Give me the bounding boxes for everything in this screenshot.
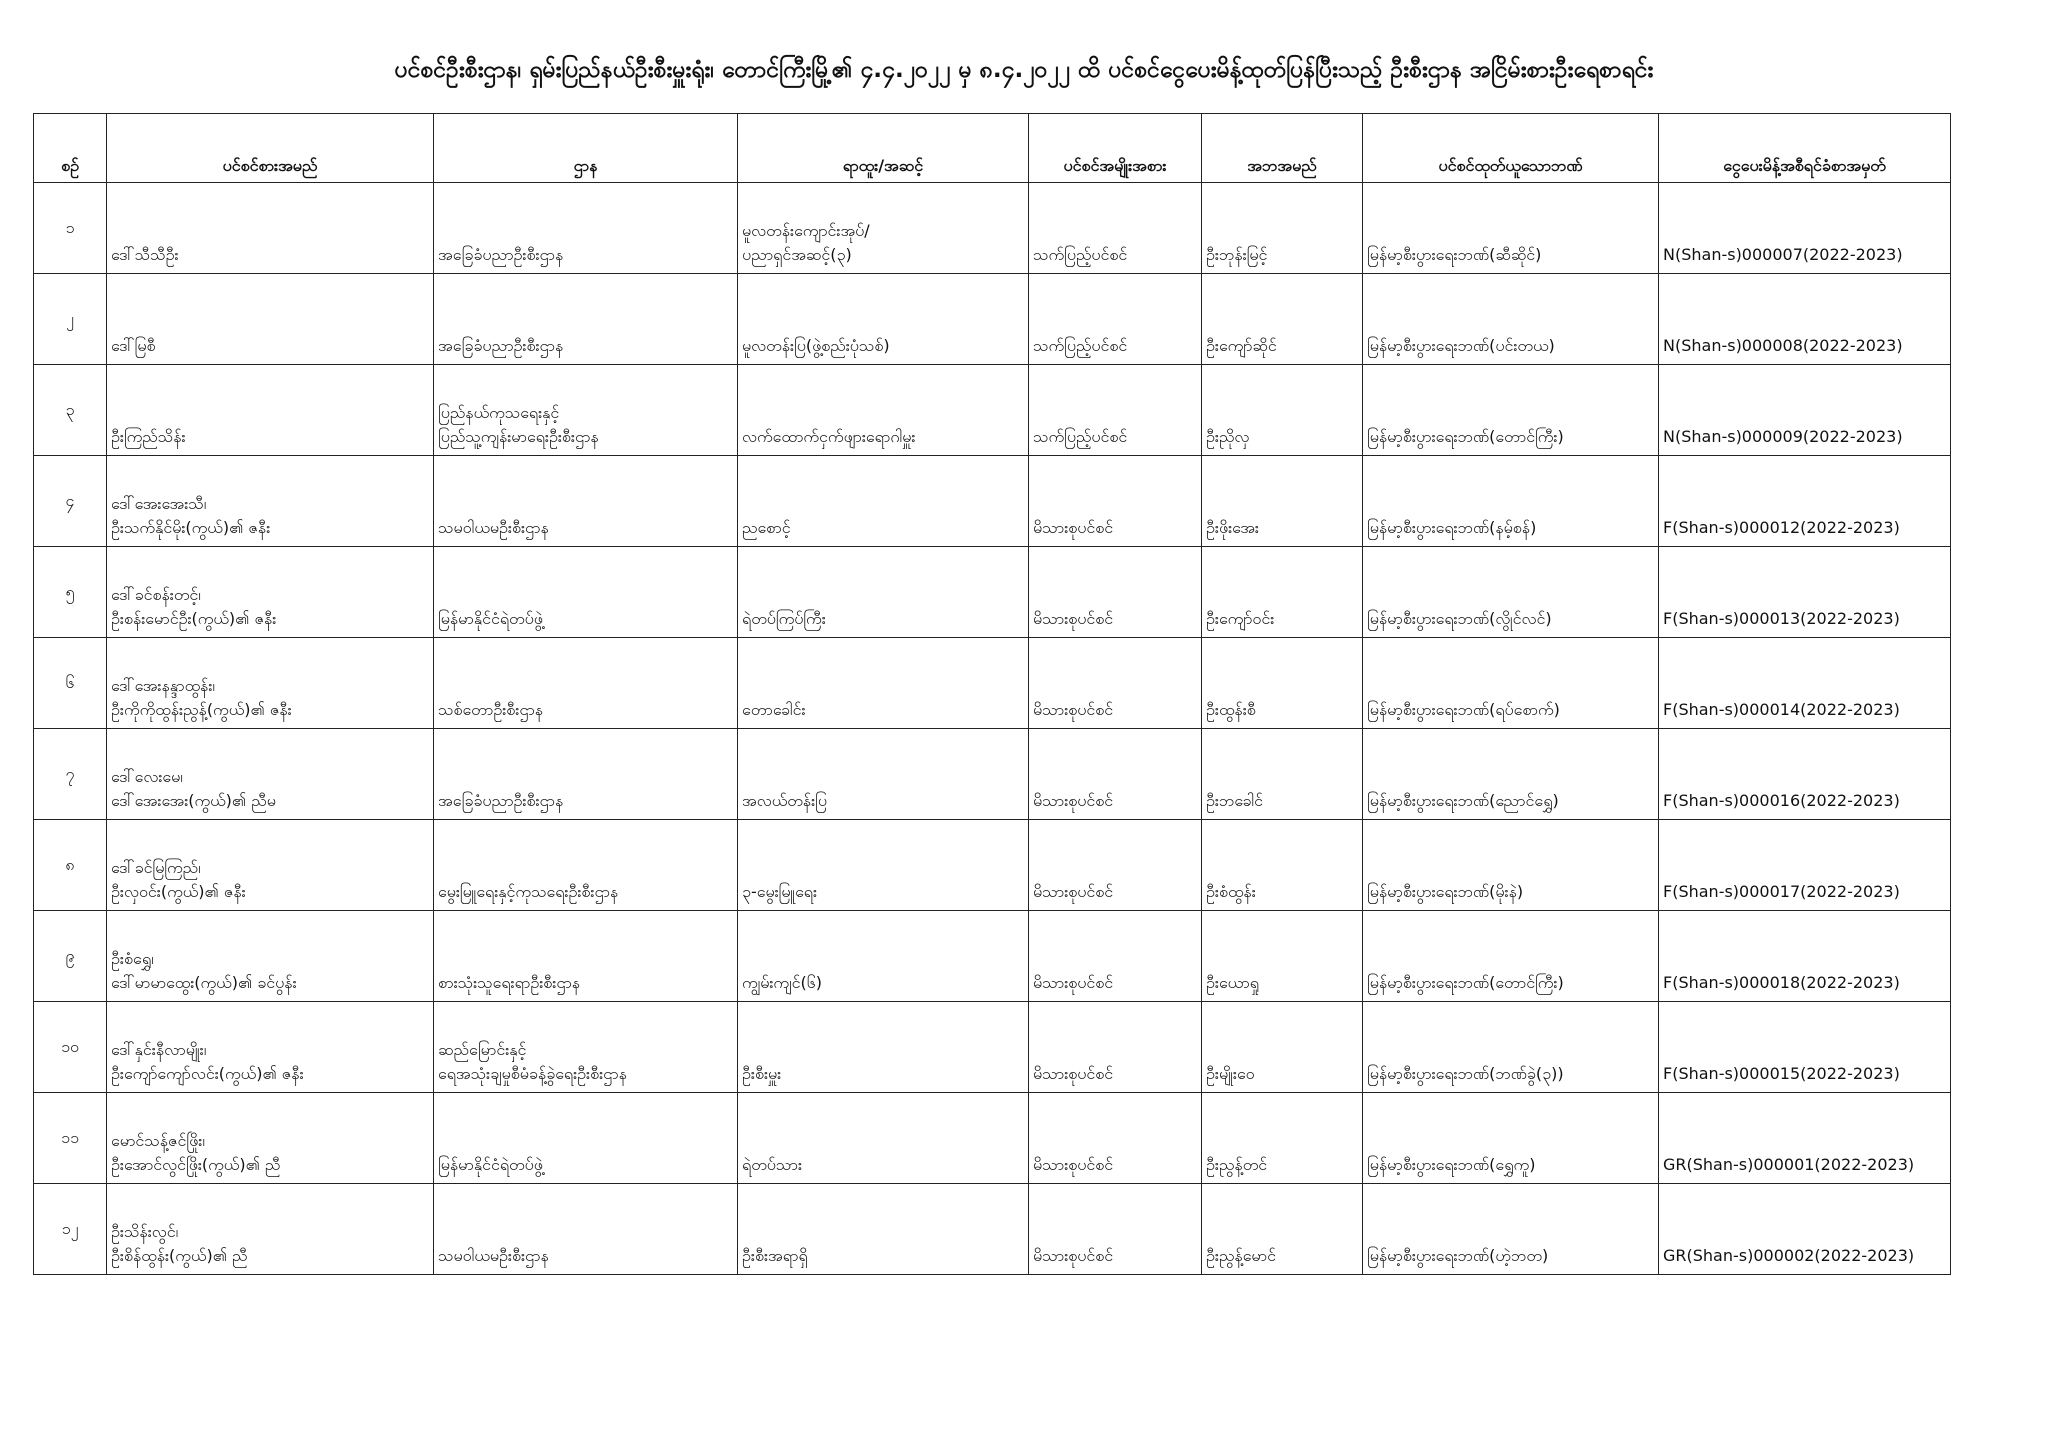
cell-pensioner-name xyxy=(107,729,434,820)
cell-department-line: အခြေခံပညာဦးစီးဌာန xyxy=(438,336,564,355)
table-row xyxy=(34,456,1951,547)
cell-pension-type: သက်ပြည့်ပင်စင် xyxy=(1029,183,1202,274)
cell-pensioner-name-line: မောင်သန့်ဇင်ဖြိုး၊ xyxy=(111,1131,205,1150)
cell-pensioner-name-line: ဦးစိန်ထွန်း(ကွယ်)၏ ညီ xyxy=(111,1246,248,1265)
table-row xyxy=(34,1184,1951,1275)
cell-department-line: မွေးမြူရေးနှင့်ကုသရေးဦးစီးဌာန xyxy=(438,882,619,901)
cell-payment-order-no: F(Shan-s)000016(2022-2023) xyxy=(1659,729,1951,820)
header-serial-no: စဉ် xyxy=(34,114,107,183)
cell-serial-no: ၄ xyxy=(34,456,107,547)
cell-department-line: မြန်မာနိုင်ငံရဲတပ်ဖွဲ့ xyxy=(438,609,543,628)
cell-department xyxy=(434,456,738,547)
cell-payment-order-no: F(Shan-s)000014(2022-2023) xyxy=(1659,638,1951,729)
cell-department-line: အခြေခံပညာဦးစီးဌာန xyxy=(438,791,564,810)
cell-rank xyxy=(738,729,1029,820)
cell-pension-type: သက်ပြည့်ပင်စင် xyxy=(1029,274,1202,365)
cell-pensioner-name-line: ဦးစံရွှေ၊ xyxy=(111,949,154,968)
cell-department xyxy=(434,547,738,638)
cell-bank: မြန်မာ့စီးပွားရေးဘဏ်(ပင်းတယ) xyxy=(1363,274,1659,365)
cell-pension-type: သက်ပြည့်ပင်စင် xyxy=(1029,365,1202,456)
cell-father-name: ဦးကျော်ဆိုင် xyxy=(1202,274,1363,365)
cell-serial-no: ၁ xyxy=(34,183,107,274)
cell-rank-line: ကျွမ်းကျင်(၆) xyxy=(742,973,822,992)
cell-pensioner-name-line: ဒေါ်မာမာထွေး(ကွယ်)၏ ခင်ပွန်း xyxy=(111,973,297,992)
cell-pensioner-name-line: ဦးသက်နိုင်မိုး(ကွယ်)၏ ဇနီး xyxy=(111,518,271,537)
cell-bank: မြန်မာ့စီးပွားရေးဘဏ်(ရွှေကူ) xyxy=(1363,1093,1659,1184)
cell-payment-order-no: F(Shan-s)000018(2022-2023) xyxy=(1659,911,1951,1002)
cell-father-name: ဦးဖိုးအေး xyxy=(1202,456,1363,547)
cell-department-line: သစ်တောဦးစီးဌာန xyxy=(438,700,544,719)
cell-payment-order-no: N(Shan-s)000007(2022-2023) xyxy=(1659,183,1951,274)
cell-department-line: ဆည်မြောင်းနှင့် xyxy=(438,1040,527,1059)
cell-rank-line: မူလတန်းပြ(ဖွဲ့စည်းပုံသစ်) xyxy=(742,336,890,355)
table-row xyxy=(34,274,1951,365)
cell-pensioner-name xyxy=(107,365,434,456)
cell-serial-no: ၁၀ xyxy=(34,1002,107,1093)
cell-rank-line: ရဲတပ်ကြပ်ကြီး xyxy=(742,609,826,628)
cell-pension-type: မိသားစုပင်စင် xyxy=(1029,911,1202,1002)
cell-pension-type: မိသားစုပင်စင် xyxy=(1029,638,1202,729)
header-father-name: အဘအမည် xyxy=(1202,114,1363,183)
header-bank: ပင်စင်ထုတ်ယူသောဘဏ် xyxy=(1363,114,1659,183)
cell-pensioner-name-line: ဒေါ်မြစီ xyxy=(111,336,156,355)
cell-father-name: ဦးဘခေါင် xyxy=(1202,729,1363,820)
cell-serial-no: ၆ xyxy=(34,638,107,729)
cell-pensioner-name xyxy=(107,183,434,274)
cell-pensioner-name-line: ဦးလှဝင်း(ကွယ်)၏ ဇနီး xyxy=(111,882,246,901)
cell-pensioner-name xyxy=(107,911,434,1002)
cell-pensioner-name-line: ဦးအောင်လွင်ဖြိုး(ကွယ်)၏ ညီ xyxy=(111,1155,281,1174)
cell-department xyxy=(434,1002,738,1093)
table-row xyxy=(34,183,1951,274)
cell-department xyxy=(434,365,738,456)
cell-serial-no: ၈ xyxy=(34,820,107,911)
cell-department-line: သမဝါယမဦးစီးဌာန xyxy=(438,1246,549,1265)
cell-serial-no: ၅ xyxy=(34,547,107,638)
cell-pensioner-name xyxy=(107,1002,434,1093)
cell-pensioner-name-line: ဦးစန်းမောင်ဦး(ကွယ်)၏ ဇနီး xyxy=(111,609,277,628)
header-payment-order-no: ငွေပေးမိန့်အစီရင်ခံစာအမှတ် xyxy=(1659,114,1951,183)
cell-department xyxy=(434,729,738,820)
cell-department xyxy=(434,183,738,274)
cell-pension-type: မိသားစုပင်စင် xyxy=(1029,1002,1202,1093)
cell-payment-order-no: GR(Shan-s)000002(2022-2023) xyxy=(1659,1184,1951,1275)
cell-pensioner-name-line: ဒေါ်သီသီဦး xyxy=(111,245,179,264)
header-department: ဌာန xyxy=(434,114,738,183)
cell-rank-line: မူလတန်းကျောင်းအုပ်/ xyxy=(742,221,870,240)
cell-bank: မြန်မာ့စီးပွားရေးဘဏ်(တောင်ကြီး) xyxy=(1363,365,1659,456)
cell-pension-type: မိသားစုပင်စင် xyxy=(1029,820,1202,911)
cell-bank: မြန်မာ့စီးပွားရေးဘဏ်(ရပ်စောက်) xyxy=(1363,638,1659,729)
cell-bank: မြန်မာ့စီးပွားရေးဘဏ်(လွိုင်လင်) xyxy=(1363,547,1659,638)
cell-pensioner-name xyxy=(107,456,434,547)
cell-department-line: စားသုံးသူရေးရာဦးစီးဌာန xyxy=(438,973,581,992)
table-row xyxy=(34,1093,1951,1184)
cell-payment-order-no: F(Shan-s)000017(2022-2023) xyxy=(1659,820,1951,911)
cell-payment-order-no: F(Shan-s)000013(2022-2023) xyxy=(1659,547,1951,638)
cell-pension-type: မိသားစုပင်စင် xyxy=(1029,456,1202,547)
cell-father-name: ဦးစံထွန်း xyxy=(1202,820,1363,911)
cell-father-name: ဦးထွန်းစီ xyxy=(1202,638,1363,729)
cell-department xyxy=(434,638,738,729)
cell-rank xyxy=(738,1184,1029,1275)
header-pension-type: ပင်စင်အမျိုးအစား xyxy=(1029,114,1202,183)
cell-department-line: မြန်မာနိုင်ငံရဲတပ်ဖွဲ့ xyxy=(438,1155,543,1174)
cell-serial-no: ၇ xyxy=(34,729,107,820)
table-row xyxy=(34,911,1951,1002)
cell-pensioner-name-line: ဒေါ်လေးမေ၊ xyxy=(111,767,183,786)
cell-rank xyxy=(738,547,1029,638)
table-row xyxy=(34,365,1951,456)
cell-rank xyxy=(738,1093,1029,1184)
cell-bank: မြန်မာ့စီးပွားရေးဘဏ်(ဆီဆိုင်) xyxy=(1363,183,1659,274)
table-row xyxy=(34,1002,1951,1093)
cell-serial-no: ၂ xyxy=(34,274,107,365)
cell-department xyxy=(434,911,738,1002)
cell-pensioner-name-line: ဒေါ်အေးနန္ဒာထွန်း၊ xyxy=(111,676,215,695)
cell-bank: မြန်မာ့စီးပွားရေးဘဏ်(မိုးနဲ) xyxy=(1363,820,1659,911)
cell-rank xyxy=(738,274,1029,365)
cell-department xyxy=(434,820,738,911)
cell-rank xyxy=(738,1002,1029,1093)
cell-pensioner-name-line: ဒေါ်အေးအေး(ကွယ်)၏ ညီမ xyxy=(111,791,276,810)
cell-rank-line: ရဲတပ်သား xyxy=(742,1155,802,1174)
table-row xyxy=(34,729,1951,820)
cell-father-name: ဦးယောရှု xyxy=(1202,911,1363,1002)
cell-department-line: ရေအသုံးချမှုစီမံခန့်ခွဲရေးဦးစီးဌာန xyxy=(438,1064,627,1083)
cell-pension-type: မိသားစုပင်စင် xyxy=(1029,1093,1202,1184)
cell-rank xyxy=(738,911,1029,1002)
header-pensioner-name: ပင်စင်စားအမည် xyxy=(107,114,434,183)
cell-department-line: အခြေခံပညာဦးစီးဌာန xyxy=(438,245,564,264)
cell-serial-no: ၁၂ xyxy=(34,1184,107,1275)
cell-pensioner-name xyxy=(107,547,434,638)
cell-rank xyxy=(738,456,1029,547)
cell-rank-line: ပညာရှင်အဆင့်(၃) xyxy=(742,245,852,264)
cell-pensioner-name xyxy=(107,638,434,729)
cell-pensioner-name-line: ဒေါ်ခင်မြကြည်၊ xyxy=(111,858,201,877)
cell-payment-order-no: F(Shan-s)000015(2022-2023) xyxy=(1659,1002,1951,1093)
cell-father-name: ဦးကျော်ဝင်း xyxy=(1202,547,1363,638)
cell-father-name: ဦးမျိုးဝေ xyxy=(1202,1002,1363,1093)
cell-rank xyxy=(738,183,1029,274)
cell-pension-type: မိသားစုပင်စင် xyxy=(1029,547,1202,638)
cell-pension-type: မိသားစုပင်စင် xyxy=(1029,1184,1202,1275)
cell-bank: မြန်မာ့စီးပွားရေးဘဏ်(တောင်ကြီး) xyxy=(1363,911,1659,1002)
cell-serial-no: ၉ xyxy=(34,911,107,1002)
cell-pensioner-name-line: ဒေါ်အေးအေးသီ၊ xyxy=(111,494,207,513)
page-title: ပင်စင်ဦးစီးဌာန၊ ရှမ်းပြည်နယ်ဦးစီးမှူးရုံး၊ တောင်ကြီးမြို့၏ ၄.၄.၂၀၂၂ မှ ၈.၄.၂၀၂၂ ထိ ပင်စင်ငွေပေးမိန့်ထုတ်ပြန်ပြီးသည့် ဦးစီးဌာန အငြိမ်းစားဦးရေစာရင်း xyxy=(394,57,1654,83)
cell-department xyxy=(434,1184,738,1275)
cell-rank xyxy=(738,365,1029,456)
cell-payment-order-no: GR(Shan-s)000001(2022-2023) xyxy=(1659,1093,1951,1184)
cell-rank-line: လက်ထောက်ငှက်ဖျားရောဂါမှူး xyxy=(742,427,916,446)
header-rank: ရာထူး/အဆင့် xyxy=(738,114,1029,183)
cell-pensioner-name-line: ဦးသိန်းလွင်၊ xyxy=(111,1222,179,1241)
cell-pensioner-name xyxy=(107,1093,434,1184)
cell-payment-order-no: F(Shan-s)000012(2022-2023) xyxy=(1659,456,1951,547)
cell-rank xyxy=(738,638,1029,729)
cell-rank-line: အလယ်တန်းပြ xyxy=(742,791,827,810)
cell-pension-type: မိသားစုပင်စင် xyxy=(1029,729,1202,820)
table-row xyxy=(34,547,1951,638)
cell-serial-no: ၃ xyxy=(34,365,107,456)
cell-pensioner-name-line: ဒေါ်ခင်စန်းတင့်၊ xyxy=(111,585,201,604)
cell-rank-line: ဦးစီးအရာရှိ xyxy=(742,1246,808,1265)
cell-payment-order-no: N(Shan-s)000008(2022-2023) xyxy=(1659,274,1951,365)
cell-pensioner-name xyxy=(107,820,434,911)
cell-bank: မြန်မာ့စီးပွားရေးဘဏ်(ဘဏ်ခွဲ(၃)) xyxy=(1363,1002,1659,1093)
cell-rank xyxy=(738,820,1029,911)
cell-father-name: ဦးညွန့်တင် xyxy=(1202,1093,1363,1184)
cell-pensioner-name-line: ဦးကြည်သိန်း xyxy=(111,427,186,446)
cell-father-name: ဦးဘုန်းမြင့် xyxy=(1202,183,1363,274)
cell-father-name: ဦးညွန့်မောင် xyxy=(1202,1184,1363,1275)
cell-serial-no: ၁၁ xyxy=(34,1093,107,1184)
cell-pensioner-name-line: ဒေါ်နှင်းနီလာမျိုး၊ xyxy=(111,1040,207,1059)
pensioner-table xyxy=(33,113,1951,1275)
table-row xyxy=(34,638,1951,729)
cell-pensioner-name-line: ဦးကိုကိုထွန်းညွန့်(ကွယ်)၏ ဇနီး xyxy=(111,700,292,719)
cell-department xyxy=(434,1093,738,1184)
cell-rank-line: ၃-မွေးမြူရေး xyxy=(742,882,818,901)
cell-department-line: ပြည်သူ့ကျန်းမာရေးဦးစီးဌာန xyxy=(438,427,599,446)
cell-pensioner-name xyxy=(107,1184,434,1275)
cell-department xyxy=(434,274,738,365)
cell-bank: မြန်မာ့စီးပွားရေးဘဏ်(ဟဲ့ဘတ) xyxy=(1363,1184,1659,1275)
cell-rank-line: ညစောင့် xyxy=(742,518,791,537)
cell-bank: မြန်မာ့စီးပွားရေးဘဏ်(နမ့်စန်) xyxy=(1363,456,1659,547)
cell-pensioner-name xyxy=(107,274,434,365)
cell-bank: မြန်မာ့စီးပွားရေးဘဏ်(ညောင်ရွှေ) xyxy=(1363,729,1659,820)
cell-rank-line: တောခေါင်း xyxy=(742,700,806,719)
cell-department-line: သမဝါယမဦးစီးဌာန xyxy=(438,518,549,537)
cell-department-line: ပြည်နယ်ကုသရေးနှင့် xyxy=(438,403,560,422)
cell-rank-line: ဦးစီးမှူး xyxy=(742,1064,782,1083)
table-header-row xyxy=(34,114,1951,183)
cell-father-name: ဦးညိုလှ xyxy=(1202,365,1363,456)
table-row xyxy=(34,820,1951,911)
table-body xyxy=(34,183,1951,1275)
cell-payment-order-no: N(Shan-s)000009(2022-2023) xyxy=(1659,365,1951,456)
cell-pensioner-name-line: ဦးကျော်ကျော်လင်း(ကွယ်)၏ ဇနီး xyxy=(111,1064,304,1083)
